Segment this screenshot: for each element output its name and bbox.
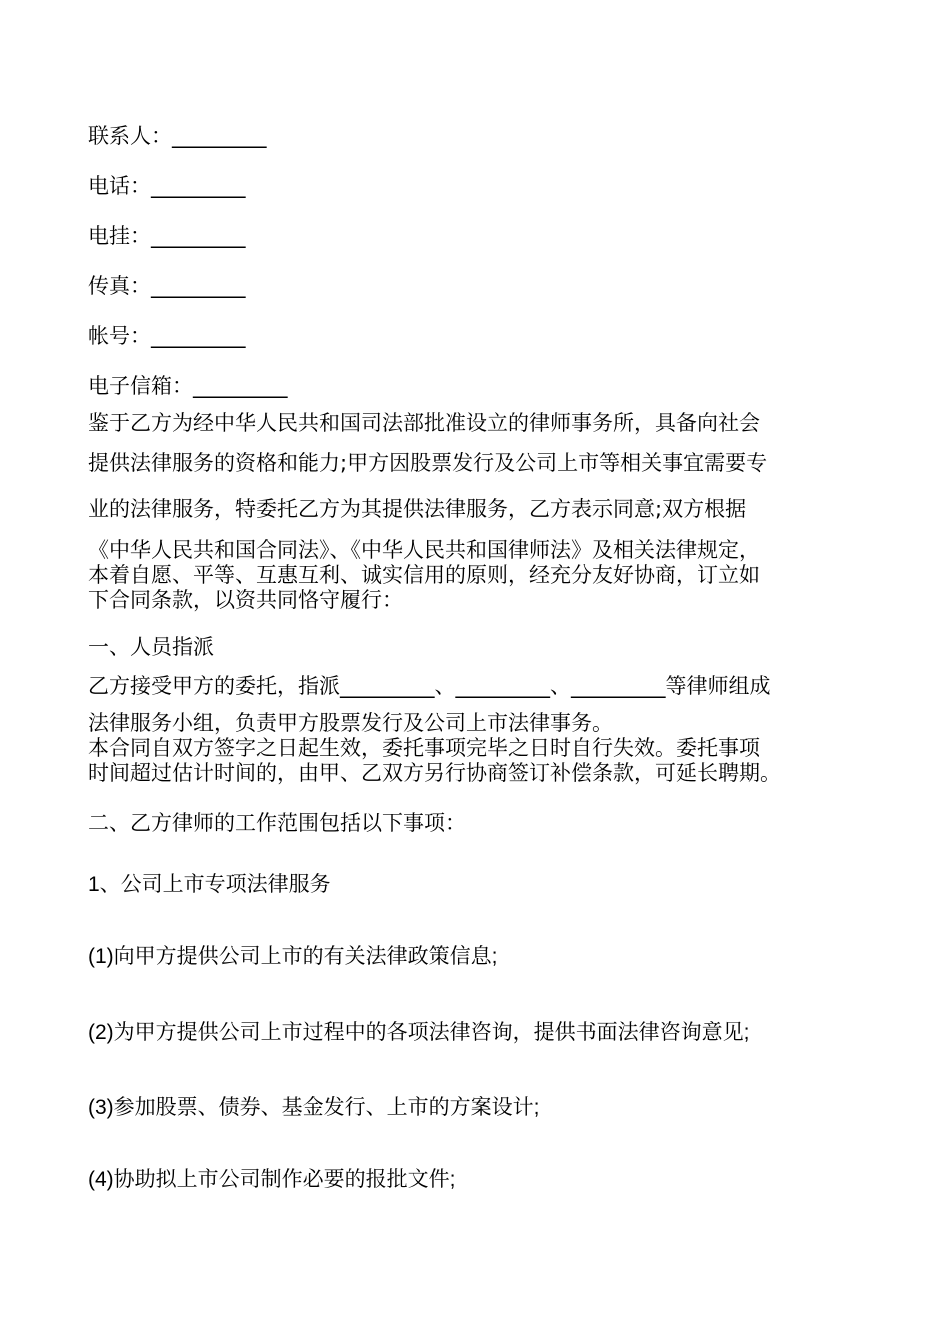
telegraph-line: 电挂：_________ [88,224,246,248]
contact-person-line: 联系人：_________ [88,124,267,148]
preamble-line-1: 鉴于乙方为经中华人民共和国司法部批准设立的律师事务所，具备向社会 [88,411,760,435]
email-line: 电子信箱：_________ [88,374,288,398]
phone-line: 电话：_________ [88,174,246,198]
preamble-line-4: 《中华人民共和国合同法》、《中华人民共和国律师法》及相关法律规定， [88,538,760,562]
preamble-line-3: 业的法律服务，特委托乙方为其提供法律服务，乙方表示同意;双方根据 [88,497,747,521]
section-1-line-4: 时间超过估计时间的，由甲、乙双方另行协商签订补偿条款，可延长聘期。 [88,761,781,785]
fax-line: 传真：_________ [88,274,246,298]
preamble-line-6: 下合同条款，以资共同恪守履行： [88,588,403,612]
section-1-line-1: 乙方接受甲方的委托，指派_________、_________、_________等律师组成 [88,674,771,698]
section-1-heading: 一、人员指派 [88,635,214,659]
section-2-subitem-2: (2)为甲方提供公司上市过程中的各项法律咨询，提供书面法律咨询意见; [88,1021,750,1044]
section-2-heading: 二、乙方律师的工作范围包括以下事项： [88,811,466,835]
section-1-line-2: 法律服务小组，负责甲方股票发行及公司上市法律事务。 [88,711,613,735]
section-2-item-1: 1、公司上市专项法律服务 [88,873,331,896]
preamble-line-2: 提供法律服务的资格和能力;甲方因股票发行及公司上市等相关事宜需要专 [88,451,768,475]
section-2-subitem-4: (4)协助拟上市公司制作必要的报批文件; [88,1168,456,1191]
preamble-line-5: 本着自愿、平等、互惠互利、诚实信用的原则，经充分友好协商，订立如 [88,563,760,587]
section-2-subitem-3: (3)参加股票、债券、基金发行、上市的方案设计; [88,1096,540,1119]
section-1-line-3: 本合同自双方签字之日起生效，委托事项完毕之日时自行失效。委托事项 [88,736,760,760]
account-line: 帐号：_________ [88,324,246,348]
section-2-subitem-1: (1)向甲方提供公司上市的有关法律政策信息; [88,945,498,968]
